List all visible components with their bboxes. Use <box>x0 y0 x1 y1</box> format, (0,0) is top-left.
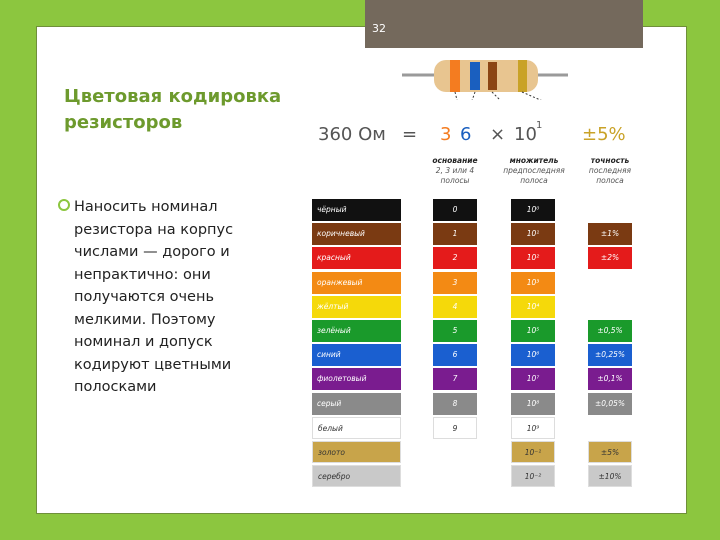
multiplier-cell: 10³ <box>511 272 555 294</box>
formula-digit-2: 6 <box>460 124 472 145</box>
slide-title: Цветовая кодировка резисторов <box>64 86 282 133</box>
color-name-cell: красный <box>312 247 401 269</box>
formula-equals: = <box>402 124 418 145</box>
multiplier-cell: 10⁴ <box>511 296 555 318</box>
color-name-cell: чёрный <box>312 199 401 221</box>
color-name-cell: золото <box>312 441 401 463</box>
formula-exponent: 1 <box>536 120 543 131</box>
column-head-multiplier-title: множитель <box>509 156 559 165</box>
column-head-multiplier-sub: предпоследняя полоса <box>503 166 565 185</box>
page-number: 32 <box>372 22 386 35</box>
column-head-tolerance-title: точность <box>590 156 630 165</box>
digit-cell: 8 <box>433 393 477 415</box>
arrow-band-1 <box>455 92 460 100</box>
digit-cell: 5 <box>433 320 477 342</box>
color-name-cell: коричневый <box>312 223 401 245</box>
color-name-cell: серебро <box>312 465 401 487</box>
digit-cell: 7 <box>433 368 477 390</box>
digit-cell: 3 <box>433 272 477 294</box>
column-head-base-sub: 2, 3 или 4 полосы <box>435 166 475 185</box>
multiplier-cell: 10⁰ <box>511 199 555 221</box>
arrow-band-3 <box>492 92 512 100</box>
tolerance-cell: ±10% <box>588 465 632 487</box>
tolerance-cell: ±0,1% <box>588 368 632 390</box>
resistor-illustration <box>400 56 570 100</box>
bullet-text: Наносить номинал резистора на корпус числами — дорого и непрактично: они получаются очень мелкими. Поэтому номинал и допуск кодируют цветными полосками <box>74 199 234 395</box>
color-name-cell: жёлтый <box>312 296 401 318</box>
column-head-base-title: основание <box>432 156 478 165</box>
formula-times: × <box>490 124 506 145</box>
formula-tolerance: ±5% <box>582 124 626 145</box>
color-name-cell: оранжевый <box>312 272 401 294</box>
tolerance-cell: ±2% <box>588 247 632 269</box>
multiplier-cell: 10⁶ <box>511 344 555 366</box>
color-name-cell: белый <box>312 417 401 439</box>
multiplier-cell: 10⁷ <box>511 368 555 390</box>
page-number-tab <box>365 0 643 48</box>
multiplier-cell: 10⁸ <box>511 393 555 415</box>
formula-digit-1: 3 <box>440 124 452 145</box>
formula-value: 360 Ом <box>318 124 386 145</box>
tolerance-cell <box>588 417 632 439</box>
digit-cell: 6 <box>433 344 477 366</box>
tolerance-cell: ±1% <box>588 223 632 245</box>
color-name-cell: зелёный <box>312 320 401 342</box>
digit-cell <box>433 441 477 463</box>
resistor-band-1 <box>450 60 460 92</box>
column-head-tolerance <box>580 156 640 186</box>
digit-cell: 1 <box>433 223 477 245</box>
tolerance-cell: ±0,25% <box>588 344 632 366</box>
multiplier-cell: 10⁻¹ <box>511 441 555 463</box>
tolerance-cell: ±0,05% <box>588 393 632 415</box>
column-head-tolerance-sub: последняя полоса <box>588 166 632 185</box>
multiplier-cell: 10⁹ <box>511 417 555 439</box>
multiplier-cell: 10² <box>511 247 555 269</box>
color-name-cell: серый <box>312 393 401 415</box>
multiplier-cell: 10⁵ <box>511 320 555 342</box>
resistor-band-4 <box>518 60 527 92</box>
resistor-band-3 <box>488 62 497 90</box>
multiplier-cell: 10¹ <box>511 223 555 245</box>
formula-multiplier: 10 <box>514 124 537 145</box>
digit-cell: 0 <box>433 199 477 221</box>
tolerance-cell <box>588 296 632 318</box>
arrow-band-4 <box>522 92 568 100</box>
digit-cell <box>433 465 477 487</box>
color-name-cell: фиолетовый <box>312 368 401 390</box>
tolerance-cell <box>588 199 632 221</box>
circle-bullet-icon <box>58 199 70 211</box>
digit-cell: 2 <box>433 247 477 269</box>
tolerance-cell: ±5% <box>588 441 632 463</box>
column-head-multiplier <box>498 156 570 186</box>
color-name-cell: синий <box>312 344 401 366</box>
resistor-band-2 <box>470 62 480 90</box>
tolerance-cell <box>588 272 632 294</box>
digit-cell: 9 <box>433 417 477 439</box>
arrow-band-2 <box>468 92 475 100</box>
multiplier-cell: 10⁻² <box>511 465 555 487</box>
tolerance-cell: ±0,5% <box>588 320 632 342</box>
column-head-base <box>425 156 485 186</box>
digit-cell: 4 <box>433 296 477 318</box>
